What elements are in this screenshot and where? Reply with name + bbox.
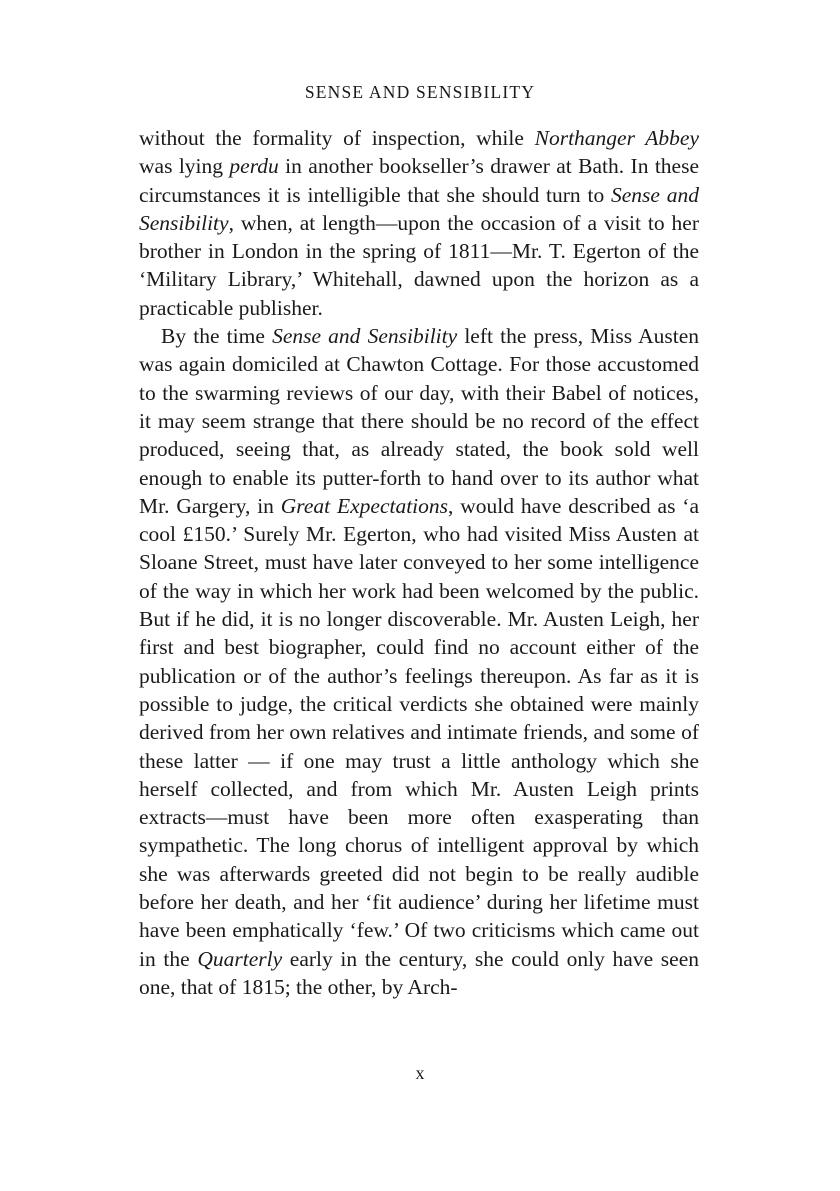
- italic-title: Sense and Sensibility: [139, 182, 700, 235]
- text-run: , would have described as ‘a cool £150.’ Surely Mr. Egerton, who had visited Miss Austen at Sloane Street, must have later conveyed to her some intelligence of the way in which her work had been welcomed by the public. But if he did, it is no longer discoverable. Mr. Austen Leigh, her first and best biographer, could find no account either of the publication or of the author’s feelings thereupon. As far as it is possible to judge, the critical verdicts she obtained were mainly derived from her own relatives and intimate friends, and some of these latter — if one may trust a little anthology which she herself collected, and from which Mr. Austen Leigh prints extracts—must have been more often exasperating than sympathetic. The long chorus of intelligent approval by which she was afterwards greeted did not begin to be really audible before her death, and her ‘fit audience’ during her lifetime must have been emphatically ‘few.’ Of two criticisms which came out in the: [139, 493, 699, 971]
- text-run: was lying: [139, 154, 230, 179]
- paragraph: [139, 322, 699, 1001]
- italic-title: Sense and Sensibility: [272, 324, 458, 349]
- text-run: By the time: [161, 324, 273, 349]
- text-run: without the formality of inspection, while: [139, 126, 535, 150]
- text-run: early in the century, she could only have seen one, that of 1815; the other, by Arch-: [139, 946, 699, 999]
- running-head: SENSE AND SENSIBILITY: [304, 82, 536, 102]
- text-run: in another bookseller’s drawer at Bath. In these circumstances it is intelligible that she should turn to: [139, 154, 699, 207]
- page-number: x: [415, 1063, 425, 1083]
- italic-title: Northanger Abbey: [534, 126, 699, 150]
- paragraph: [139, 124, 699, 322]
- body-text: [139, 124, 699, 1001]
- italic-title: perdu: [229, 154, 279, 179]
- italic-title: Quarterly: [197, 946, 283, 971]
- italic-title: Great Expectations: [280, 493, 449, 518]
- text-run: left the press, Miss Austen was again domiciled at Chawton Cottage. For those accustomed to the swarming reviews of our day, with their Babel of notices, it may seem strange that there should be no record of the effect produced, seeing that, as already stated, the book sold well enough to enable its putter-forth to hand over to its author what Mr. Gargery, in: [139, 324, 699, 518]
- text-run: , when, at length—upon the occasion of a visit to her brother in London in the spring of 1811—Mr. T. Egerton of the ‘Military Library,’ Whitehall, dawned upon the horizon as a practicable publisher.: [139, 210, 699, 320]
